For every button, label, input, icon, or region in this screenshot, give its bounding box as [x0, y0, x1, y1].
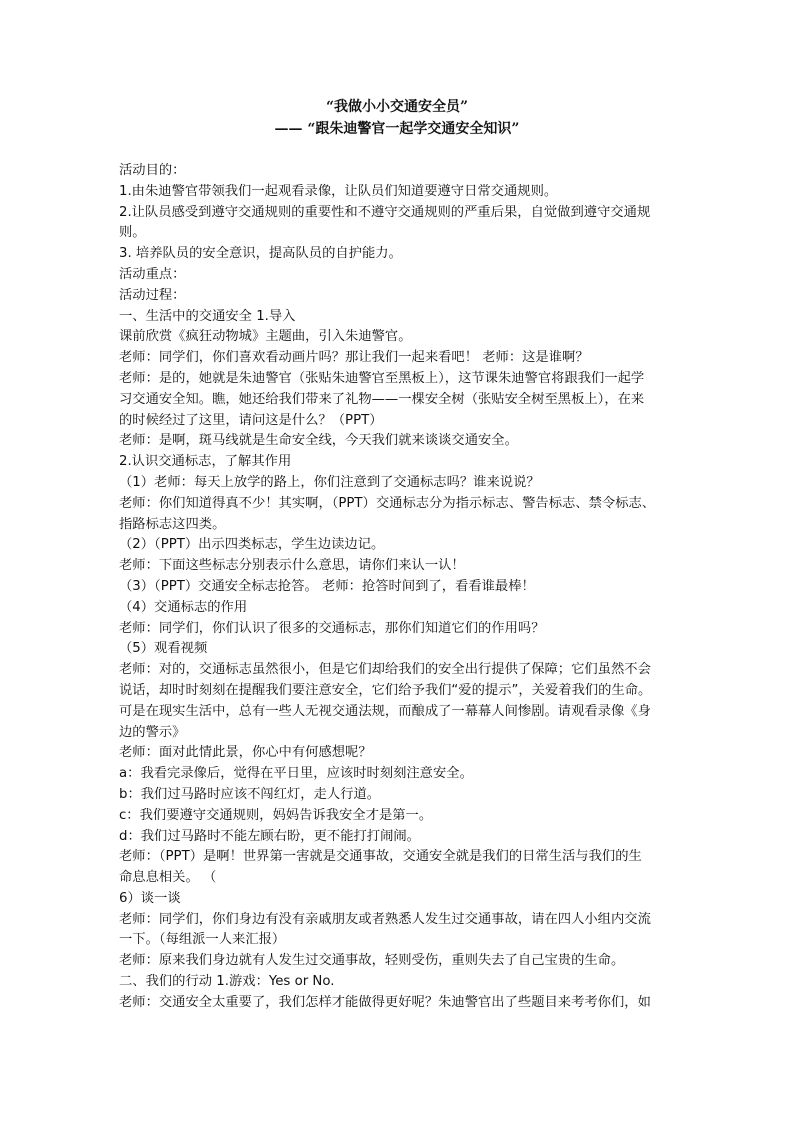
body-line: 活动目的：: [119, 163, 186, 178]
body-line: 1.由朱迪警官带领我们一起观看录像，让队员们知道要遵守日常交通规则。: [119, 183, 558, 199]
body-line: 老师：是啊，斑马线就是生命安全线，今天我们就来谈谈交通安全。: [119, 433, 518, 449]
body-line: a：我看完录像后，觉得在平日里，应该时时刻刻注意安全。: [119, 766, 473, 782]
body-line: 指路标志这四类。: [119, 516, 226, 532]
body-line: 老师：是的，她就是朱迪警官（张贴朱迪警官至黑板上），这节课朱迪警官将跟我们一起学: [119, 370, 645, 386]
body-line: 二、我们的行动 1.游戏：Yes or No.: [119, 974, 335, 990]
body-line: （5）观看视频: [119, 641, 208, 657]
body-line: （2）（PPT）出示四类标志，学生边读边记。: [119, 537, 385, 553]
body-line: 老师：同学们，你们认识了很多的交通标志，那你们知道它们的作用吗？: [119, 620, 545, 636]
body-line: c：我们要遵守交通规则，妈妈告诉我安全才是第一。: [119, 807, 433, 823]
body-line: 老师：同学们，你们身边有没有亲戚朋友或者熟悉人发生过交通事故，请在四人小组内交流: [119, 911, 651, 927]
body-line: 老师：你们知道得真不少！其实啊，（PPT）交通标志分为指示标志、警告标志、禁令标志、: [119, 495, 656, 511]
body-line: 边的警示》: [119, 724, 186, 740]
document-title: “我做小小交通安全员”: [325, 99, 469, 115]
body-line: 可是在现实生活中，总有一些人无视交通法规，而酿成了一幕幕人间惨剧。请观看录像《身: [119, 703, 651, 719]
body-line: 说话，却时时刻刻在提醒我们要注意安全，它们给予我们“爱的提示”，关爱着我们的生命。: [119, 682, 652, 698]
body-line: 活动过程：: [119, 287, 186, 303]
body-line: 一下。（每组派一人来汇报）: [119, 932, 286, 948]
body-line: 老师：（PPT）是啊！世界第一害就是交通事故，交通安全就是我们的日常生活与我们的生: [119, 849, 642, 865]
body-line: （1）老师：每天上放学的路上，你们注意到了交通标志吗？谁来说说？: [119, 474, 540, 490]
body-line: 一、生活中的交通安全 1.导入: [119, 308, 296, 324]
body-line: 老师：面对此情此景，你心中有何感想呢？: [119, 745, 372, 761]
body-line: 3. 培养队员的安全意识，提高队员的自护能力。: [119, 246, 402, 262]
body-line: 老师：原来我们身边就有人发生过交通事故，轻则受伤，重则失去了自己宝贵的生命。: [119, 953, 625, 969]
body-line: 老师：下面这些标志分别表示什么意思，请你们来认一认！: [119, 558, 465, 574]
body-line: 课前欣赏《疯狂动物城》主题曲，引入朱迪警官。: [119, 329, 412, 345]
body-line: 的时候经过了这里，请问这是什么？（PPT）: [119, 412, 383, 428]
body-line: 则。: [119, 225, 146, 241]
body-line: b：我们过马路时应该不闯红灯，走人行道。: [119, 786, 381, 802]
document-body: [119, 161, 691, 1014]
body-line: （4）交通标志的作用: [119, 599, 248, 615]
body-line: 习交通安全知。瞧，她还给我们带来了礼物——一棵安全树（张贴安全树至黑板上），在来: [119, 391, 645, 407]
body-line: d：我们过马路时不能左顾右盼，更不能打打闹闹。: [119, 828, 420, 844]
body-line: （3）（PPT）交通安全标志抢答。 老师：抢答时间到了，看看谁最棒！: [119, 578, 535, 594]
body-line: 命息息相关。 （: [119, 870, 217, 886]
body-line: 6）谈一谈: [119, 890, 181, 906]
document-subtitle: —— “跟朱迪警官一起学交通安全知识”: [274, 121, 520, 137]
body-line: 活动重点：: [119, 266, 186, 282]
body-line: 老师：对的，交通标志虽然很小，但是它们却给我们的安全出行提供了保障；它们虽然不会: [119, 662, 651, 678]
body-line: 老师：同学们，你们喜欢看动画片吗？那让我们一起来看吧！ 老师：这是谁啊？: [119, 350, 589, 366]
body-line: 2.认识交通标志，了解其作用: [119, 454, 292, 470]
body-line: 老师：交通安全太重要了，我们怎样才能做得更好呢？朱迪警官出了些题目来考考你们，如: [119, 994, 651, 1010]
body-line: 2.让队员感受到遵守交通规则的重要性和不遵守交通规则的严重后果，自觉做到遵守交通规: [119, 204, 651, 220]
